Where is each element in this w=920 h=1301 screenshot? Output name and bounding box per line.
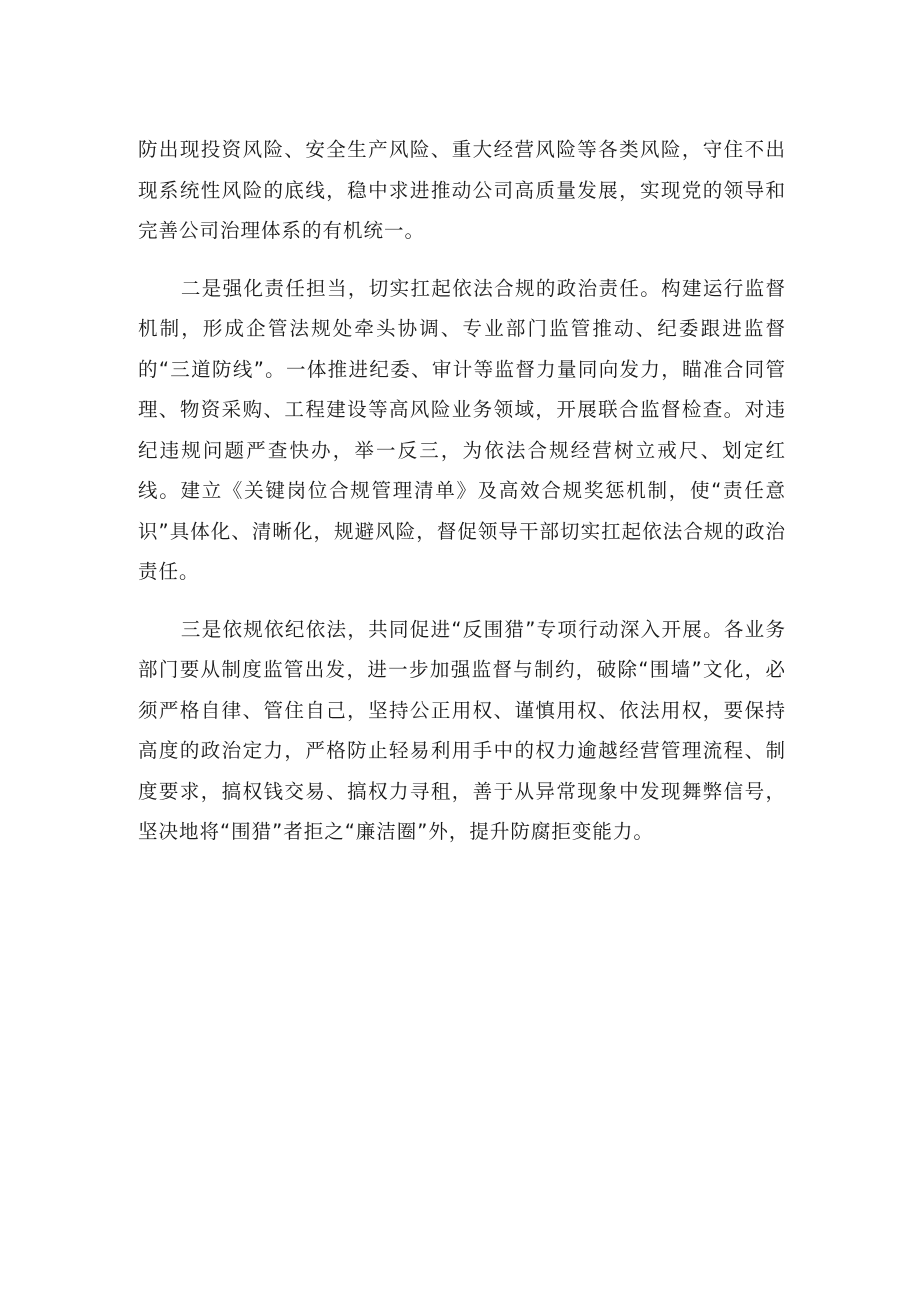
paragraph-responsibility: 二是强化责任担当，切实扛起依法合规的政治责任。构建运行监督机制，形成企管法规处牵头协调、专业部门监管推动、纪委跟进监督的“三道防线”。一体推进纪委、审计等监督力量同向发力，瞄准合同管理、物资采购、工程建设等高风险业务领域，开展联合监督检查。对违纪违规问题严查快办，举一反三，为依法合规经营树立戒尺、划定红线。建立《关键岗位合规管理清单》及高效合规奖惩机制，使“责任意识”具体化、清晰化，规避风险，督促领导干部切实扛起依法合规的政治责任。 bbox=[138, 276, 786, 583]
document-body bbox=[138, 130, 786, 853]
paragraph-continuation: 防出现投资风险、安全生产风险、重大经营风险等各类风险，守住不出现系统性风险的底线，稳中求进推动公司高质量发展，实现党的领导和完善公司治理体系的有机统一。 bbox=[138, 138, 786, 242]
paragraph-anti-hunting: 三是依规依纪依法，共同促进“反围猎”专项行动深入开展。各业务部门要从制度监管出发，进一步加强监督与制约，破除“围墙”文化，必须严格自律、管住自己，坚持公正用权、谨慎用权、依法用权，要保持高度的政治定力，严格防止轻易利用手中的权力逾越经营管理流程、制度要求，搞权钱交易、搞权力寻租，善于从异常现象中发现舞弊信号，坚决地将“围猎”者拒之“廉洁圈”外，提升防腐拒变能力。 bbox=[138, 617, 786, 843]
